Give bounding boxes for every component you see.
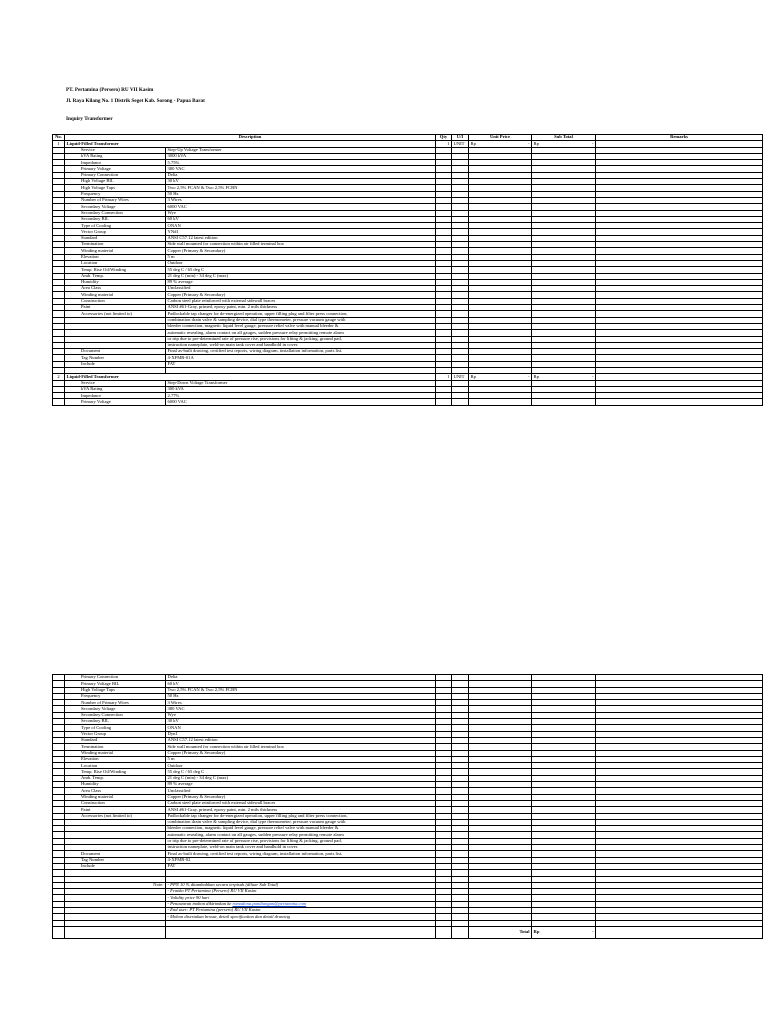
spec-value: automatic resealing, alarm contact on all gauges, sudden pressure relay permitting remote alarm bbox=[166, 330, 436, 336]
spec-value: or trip due to pre-determined rate of pressure rise, provisions for lifting & jacking, ground pad, bbox=[166, 838, 436, 844]
spec-label: Secondary Connection bbox=[65, 210, 166, 216]
spec-no bbox=[53, 399, 65, 405]
spec-value: 50 Hz bbox=[166, 191, 436, 197]
spec-value: bleeder connection, magnetic liquid level gauge, pressure relief valve with manual bleeder & bbox=[166, 826, 436, 832]
spec-label: Impedance bbox=[65, 160, 166, 166]
spec-value: Wye bbox=[166, 712, 436, 718]
spec-value: Copper (Primary & Secondary) bbox=[166, 248, 436, 254]
spec-label: Temp. Rise Oil/Winding bbox=[65, 769, 166, 775]
spec-value: Carbon steel plate reinforced with external sidewall braces bbox=[166, 298, 436, 304]
spec-label: Secondary Voltage bbox=[65, 706, 166, 712]
spec-value: 5.75% bbox=[166, 160, 436, 166]
spec-label: Secondary BIL bbox=[65, 719, 166, 725]
item2-spec-rows-bottom bbox=[53, 675, 763, 870]
spec-value: 380 VAC bbox=[166, 166, 436, 172]
spec-value: 2.77% bbox=[166, 393, 436, 399]
col-description-header: Description bbox=[65, 135, 436, 141]
col-qty-header: Qty bbox=[436, 135, 452, 141]
spec-value: Unclassified bbox=[166, 286, 436, 292]
company-address: Jl. Raya Kilang No. 1 Distrik Seget Kab. Sorong - Papua Barat bbox=[66, 98, 205, 104]
spec-label: Primary Connection bbox=[65, 675, 166, 681]
spec-label: Construction bbox=[65, 298, 166, 304]
col-uom-header: U/I bbox=[452, 135, 469, 141]
item-uom: UNIT bbox=[452, 374, 469, 380]
spec-label: Elevation bbox=[65, 254, 166, 260]
spec-label: Frequency bbox=[65, 191, 166, 197]
item-name: Liquid-Filled Transformer bbox=[65, 141, 436, 147]
spec-value: Dyn1 bbox=[166, 731, 436, 737]
spec-label: Standard bbox=[65, 737, 166, 743]
spec-value: Outdoor bbox=[166, 260, 436, 266]
spec-label: Winding material bbox=[65, 292, 166, 298]
spec-label: Number of Primary Wires bbox=[65, 700, 166, 706]
spec-label: kVA Rating bbox=[65, 153, 166, 159]
spec-value: or trip due to pre-determined rate of pressure rise, provisions for lifting & jacking, ground pad, bbox=[166, 336, 436, 342]
spec-value: 50 Hz bbox=[166, 693, 436, 699]
note-label: Note: bbox=[65, 882, 166, 888]
spec-label: Accessories (not limited to) bbox=[65, 311, 166, 317]
spec-label: High Voltage BIL bbox=[65, 179, 166, 185]
note-line: - PPN 10 % ditambahkan secara terpisah (diluar Sub Total) bbox=[166, 882, 436, 888]
spec-value: 55 deg C / 65 deg C bbox=[166, 769, 436, 775]
inquiry-table-page-2 bbox=[52, 674, 763, 939]
col-sub-total-header: Sub Total bbox=[532, 135, 596, 141]
spec-label: Secondary BIL bbox=[65, 216, 166, 222]
spec-value: 4-XFMR-01A bbox=[166, 355, 436, 361]
spec-value: 3 Wires bbox=[166, 197, 436, 203]
spec-label: Termination bbox=[65, 744, 166, 750]
col-unit-price-header: Unit Price bbox=[469, 135, 532, 141]
spec-label: Service bbox=[65, 147, 166, 153]
spec-label: Standard bbox=[65, 235, 166, 241]
spec-value: ONAN bbox=[166, 725, 436, 731]
spec-value: Two 2,5% FCAN & Two 2,5% FCBN bbox=[166, 687, 436, 693]
spec-label: Humidity bbox=[65, 782, 166, 788]
spec-label: Service bbox=[65, 380, 166, 386]
note-line: - End user: PT Pertamina (persero) RU VII Kasim bbox=[166, 907, 436, 913]
spec-label: Amb. Temp. bbox=[65, 273, 166, 279]
spec-value: 4-XFMR-02 bbox=[166, 857, 436, 863]
spec-label: Winding material bbox=[65, 248, 166, 254]
spec-value: 55 deg C / 65 deg C bbox=[166, 267, 436, 273]
spec-value: Wye bbox=[166, 210, 436, 216]
note-line: - Mohon disertakan brosur, detail specification dan detail drawing bbox=[166, 914, 436, 920]
spec-label: Type of Cooling bbox=[65, 223, 166, 229]
spec-value: Copper (Primary & Secondary) bbox=[166, 750, 436, 756]
item-no: 2 bbox=[53, 374, 65, 380]
spec-label: Location bbox=[65, 763, 166, 769]
spec-label: Tag Number bbox=[65, 857, 166, 863]
total-amount bbox=[532, 926, 596, 938]
spec-value: 3000 kVA bbox=[166, 153, 436, 159]
spec-value: 3 Wires bbox=[166, 700, 436, 706]
spec-label: Location bbox=[65, 260, 166, 266]
spec-value: ANSI #61-Gray, primed, epoxy paint, min. 2 mils thickness bbox=[166, 807, 436, 813]
spec-value: Final as-built drawing, certified test reports, wiring diagram, installation information, parts list. bbox=[166, 349, 436, 355]
spec-label: Secondary Voltage bbox=[65, 204, 166, 210]
note-line: - Validity price 90 hari bbox=[166, 895, 436, 901]
spec-label: Secondary Connection bbox=[65, 712, 166, 718]
spec-label: Elevation bbox=[65, 756, 166, 762]
amount: - bbox=[527, 140, 530, 146]
total-label: Total bbox=[469, 926, 532, 938]
spec-value: Copper (Primary & Secondary) bbox=[166, 794, 436, 800]
spec-value: 60 kV bbox=[166, 216, 436, 222]
note-prefix: - Penawaran mohon dikirimkan ke bbox=[167, 901, 233, 907]
spec-value: Side wall mounted for connection within air filled terminal box bbox=[166, 242, 436, 248]
total-row bbox=[53, 926, 763, 938]
spec-value: Copper (Primary & Secondary) bbox=[166, 292, 436, 298]
spec-label: Amb. Temp. bbox=[65, 775, 166, 781]
spec-row bbox=[53, 399, 763, 405]
spec-value: Step-Up Voltage Transformer bbox=[166, 147, 436, 153]
spec-label: Include bbox=[65, 361, 166, 367]
currency: Rp bbox=[470, 140, 476, 146]
spec-label: Primary Connection bbox=[65, 172, 166, 178]
spec-value: instruction nameplate, weld-on main tank cover and handhold in cover. bbox=[166, 342, 436, 348]
item-uom: UNIT bbox=[452, 141, 469, 147]
spec-label: Document bbox=[65, 349, 166, 355]
spec-value: Outdoor bbox=[166, 763, 436, 769]
note-line: - Franko PT Pertamina (Persero) RU VII Kasim bbox=[166, 889, 436, 895]
item-no: 1 bbox=[53, 141, 65, 147]
amount: - bbox=[591, 373, 594, 379]
spec-label: Temp. Rise Oil/Winding bbox=[65, 267, 166, 273]
spec-value: bleeder connection, magnetic liquid level gauge, pressure relief valve with manual bleeder & bbox=[166, 323, 436, 329]
spec-value: Side wall mounted for connection within air filled terminal box bbox=[166, 744, 436, 750]
spec-label: Primary Voltage bbox=[65, 399, 166, 405]
spec-label: kVA Rating bbox=[65, 386, 166, 392]
spec-value: Final as-built drawing, certified test reports, wiring diagram, installation information, parts list. bbox=[166, 851, 436, 857]
spec-value: 30 kV bbox=[166, 719, 436, 725]
spec-value: 89 % average bbox=[166, 782, 436, 788]
spec-value: Padlockable tap changer for de-energized operation, upper filling plug and filter press connection, bbox=[166, 311, 436, 317]
col-remarks-header: Remarks bbox=[596, 135, 763, 141]
spec-value: 21 deg C (min) - 34 deg C (max) bbox=[166, 775, 436, 781]
spec-label: Tag Number bbox=[65, 355, 166, 361]
spec-label: High Voltage Taps bbox=[65, 687, 166, 693]
spec-value: 6000 VAC bbox=[166, 204, 436, 210]
spec-label: Frequency bbox=[65, 693, 166, 699]
spec-value: Carbon steel plate reinforced with external sidewall braces bbox=[166, 800, 436, 806]
spec-value: Two 2,5% FCAN & Two 2,5% FCBN bbox=[166, 185, 436, 191]
spec-value: instruction nameplate, weld-on main tank cover and handhold in cover. bbox=[166, 845, 436, 851]
spec-label: Winding material bbox=[65, 794, 166, 800]
email-link[interactable]: romadona.pandiangan@pertamina.com bbox=[232, 901, 307, 907]
spec-label: Accessories (not limited to) bbox=[65, 813, 166, 819]
item-qty: 1 bbox=[436, 141, 452, 147]
spec-value: 380 VAC bbox=[166, 706, 436, 712]
item2-spec-rows-top bbox=[53, 380, 763, 405]
spec-value: Padlockable tap changer for de-energized operation, upper filling plug and filter press connection, bbox=[166, 813, 436, 819]
spec-value: ONAN bbox=[166, 223, 436, 229]
currency: Rp bbox=[533, 140, 539, 146]
spec-value: 6000 VAC bbox=[166, 399, 436, 405]
spec-value: 5 m bbox=[166, 254, 436, 260]
currency: Rp bbox=[533, 373, 539, 379]
amount: - bbox=[527, 373, 530, 379]
spec-value: YNd1 bbox=[166, 229, 436, 235]
spec-label: Primary Voltage bbox=[65, 166, 166, 172]
spec-label: High Voltage Taps bbox=[65, 185, 166, 191]
item-name: Liquid-Filled Transformer bbox=[65, 374, 436, 380]
spec-value: Delta bbox=[166, 675, 436, 681]
company-name: PT. Pertamina (Persero) RU VII Kasim bbox=[66, 87, 154, 93]
spec-value: automatic resealing, alarm contact on all gauges, sudden pressure relay permitting remote alarm bbox=[166, 832, 436, 838]
spec-remarks bbox=[596, 399, 763, 405]
spec-sub-total bbox=[532, 399, 596, 405]
amount: - bbox=[591, 929, 594, 935]
spec-label: Paint bbox=[65, 807, 166, 813]
spec-label: Paint bbox=[65, 305, 166, 311]
spec-label: Type of Cooling bbox=[65, 725, 166, 731]
spec-value: FAT bbox=[166, 863, 436, 869]
spec-label: Number of Primary Wires bbox=[65, 197, 166, 203]
spec-label: Humidity bbox=[65, 279, 166, 285]
spec-label: Impedance bbox=[65, 393, 166, 399]
spec-label: Document bbox=[65, 851, 166, 857]
spec-label: Vector Group bbox=[65, 731, 166, 737]
spec-qty bbox=[436, 399, 452, 405]
currency: Rp bbox=[470, 373, 476, 379]
spec-value: 30 kV bbox=[166, 179, 436, 185]
col-no-header: No. bbox=[53, 135, 65, 141]
spec-label: Area Class bbox=[65, 788, 166, 794]
spec-label: Winding material bbox=[65, 750, 166, 756]
spec-value: Step-Down Voltage Transformer bbox=[166, 380, 436, 386]
currency: Rp bbox=[533, 929, 540, 935]
spec-value: ANSI C57.12 latest edition bbox=[166, 235, 436, 241]
inquiry-table-page-1 bbox=[52, 134, 763, 406]
spec-value: Unclassified bbox=[166, 788, 436, 794]
spec-unit-price bbox=[469, 399, 532, 405]
spec-uom bbox=[452, 399, 469, 405]
spec-value: 89 % average bbox=[166, 279, 436, 285]
spec-label: Construction bbox=[65, 800, 166, 806]
spec-value: ANSI C57.12 latest edition bbox=[166, 737, 436, 743]
spec-value: FAT bbox=[166, 361, 436, 367]
spec-label: Include bbox=[65, 863, 166, 869]
spec-value: 5 m bbox=[166, 756, 436, 762]
spec-label: Termination bbox=[65, 242, 166, 248]
spec-label: Area Class bbox=[65, 286, 166, 292]
spec-value: combination drain valve & sampling device, dial type thermometer, pressure vacuum gauge with bbox=[166, 317, 436, 323]
document-title: Inquiry Transformer bbox=[66, 116, 113, 122]
spec-label: Primary Voltage BIL bbox=[65, 681, 166, 687]
spec-value: 300 kVA bbox=[166, 386, 436, 392]
item-qty: 1 bbox=[436, 374, 452, 380]
spec-value: Delta bbox=[166, 172, 436, 178]
spec-value: 60 kV bbox=[166, 681, 436, 687]
spec-label: Vector Group bbox=[65, 229, 166, 235]
spec-value: combination drain valve & sampling device, dial type thermometer, pressure vacuum gauge with bbox=[166, 819, 436, 825]
spec-value: ANSI #61-Gray, primed, epoxy paint, min. 2 mils thickness bbox=[166, 305, 436, 311]
item1-spec-rows bbox=[53, 147, 763, 367]
spec-value: 21 deg C (min) - 34 deg C (max) bbox=[166, 273, 436, 279]
amount: - bbox=[591, 140, 594, 146]
